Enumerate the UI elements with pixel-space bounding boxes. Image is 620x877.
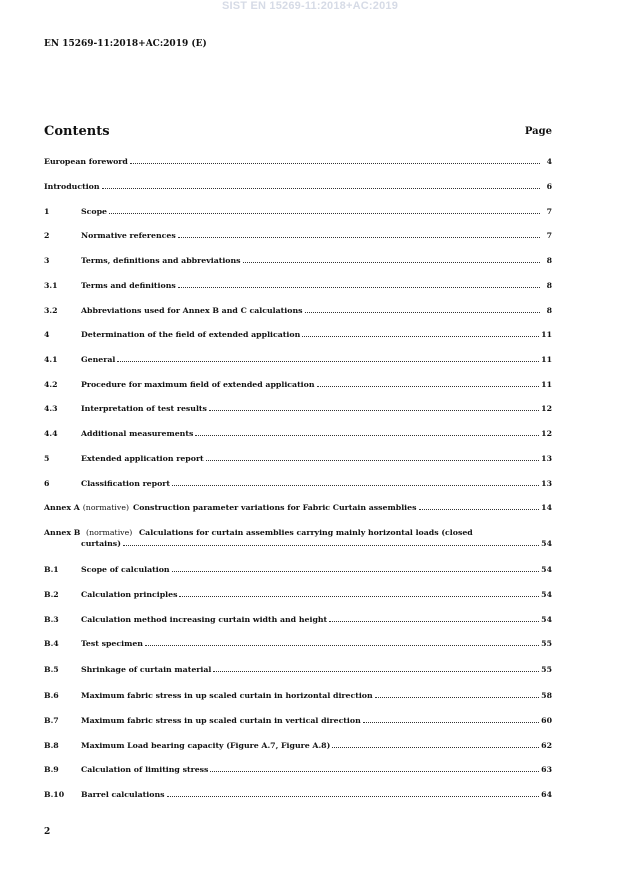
toc-entry-text: Calculation principles (81, 590, 178, 599)
toc-entry-b7[interactable] (44, 716, 552, 725)
toc-entry-text: European foreword (44, 157, 128, 166)
toc-entry-text: Additional measurements (81, 429, 194, 438)
toc-entry-text: Barrel calculations (81, 790, 165, 799)
annex-label: Annex B (44, 528, 81, 537)
leader-dots (123, 545, 539, 546)
annex-qualifier: (normative) (86, 528, 133, 537)
toc-entry-determination[interactable] (44, 330, 552, 339)
annex-qualifier: (normative) (82, 503, 129, 512)
toc-entry-text: Calculations for curtain assemblies carrying mainly horizontal loads (closed (138, 528, 473, 537)
toc-entry-abbreviations[interactable] (44, 306, 552, 315)
leader-dots (305, 312, 541, 313)
toc-entry-classification-report[interactable] (44, 479, 552, 488)
toc-entry-page: 63 (541, 765, 552, 774)
toc-entry-page: 14 (541, 503, 552, 512)
toc-entry-text: Interpretation of test results (81, 404, 207, 413)
leader-dots (167, 796, 540, 797)
toc-entry-page: 4 (546, 157, 552, 166)
toc-entry-number: B.10 (44, 790, 65, 799)
toc-entry-page: 7 (546, 207, 552, 216)
leader-dots (102, 188, 540, 189)
leader-dots (206, 460, 539, 461)
toc-entry-number: 4.2 (44, 380, 58, 389)
toc-entry-b5[interactable] (44, 665, 552, 674)
toc-entry-page: 8 (546, 281, 552, 290)
toc-entry-text: Calculation of limiting stress (81, 765, 209, 774)
toc-entry-page: 54 (541, 539, 552, 548)
toc-entry-page: 54 (541, 590, 552, 599)
page-number: 2 (44, 827, 51, 837)
toc-entry-page: 55 (541, 665, 552, 674)
leader-dots (332, 747, 539, 748)
contents-title: Contents (44, 124, 110, 139)
toc-entry-scope[interactable] (44, 207, 552, 216)
toc-entry-b9[interactable] (44, 765, 552, 774)
toc-entry-text: Introduction (44, 182, 100, 191)
toc-entry-text-continued: curtains) (81, 539, 121, 548)
leader-dots (179, 596, 539, 597)
leader-dots (178, 237, 540, 238)
toc-entry-page: 54 (541, 565, 552, 574)
toc-entry-number: 6 (44, 479, 50, 488)
toc-entry-number: B.5 (44, 665, 59, 674)
toc-entry-number: 4.1 (44, 355, 58, 364)
toc-entry-text: Determination of the field of extended application (81, 330, 301, 339)
toc-entry-b4[interactable] (44, 639, 552, 648)
toc-entry-number: 1 (44, 207, 50, 216)
toc-entry-page: 62 (541, 741, 552, 750)
toc-entry-number: B.4 (44, 639, 59, 648)
leader-dots (145, 645, 539, 646)
toc-entry-page: 6 (546, 182, 552, 191)
toc-entry-text: General (81, 355, 116, 364)
toc-entry-b6[interactable] (44, 691, 552, 700)
leader-dots (213, 671, 539, 672)
toc-entry-number: B.8 (44, 741, 59, 750)
toc-entry-number: 3 (44, 256, 50, 265)
toc-entry-b10[interactable] (44, 790, 552, 799)
toc-entry-number: 4.4 (44, 429, 58, 438)
toc-entry-text: Abbreviations used for Annex B and C calculations (81, 306, 303, 315)
toc-entry-text: Construction parameter variations for Fabric Curtain assemblies (132, 503, 417, 512)
toc-entry-page: 7 (546, 231, 552, 240)
toc-entry-number: B.7 (44, 716, 59, 725)
toc-entry-text: Scope (81, 207, 107, 216)
toc-entry-extended-report[interactable] (44, 454, 552, 463)
toc-entry-page: 64 (541, 790, 552, 799)
annex-label: Annex A (44, 503, 80, 512)
toc-entry-text: Shrinkage of curtain material (81, 665, 212, 674)
toc-entry-text: Procedure for maximum field of extended application (81, 380, 315, 389)
leader-dots (178, 287, 540, 288)
toc-entry-number: 3.2 (44, 306, 58, 315)
toc-entry-number: 2 (44, 231, 50, 240)
toc-entry-normative-references[interactable] (44, 231, 552, 240)
toc-entry-page: 12 (541, 429, 552, 438)
toc-entry-text: Maximum fabric stress in up scaled curtain in horizontal direction (81, 691, 373, 700)
toc-entry-text: Calculation method increasing curtain width and height (81, 615, 328, 624)
leader-dots (375, 697, 539, 698)
toc-entry-b1[interactable] (44, 565, 552, 574)
toc-entry-b2[interactable] (44, 590, 552, 599)
toc-entry-page: 54 (541, 615, 552, 624)
toc-entry-page: 8 (546, 256, 552, 265)
toc-entry-procedure[interactable] (44, 380, 552, 389)
leader-dots (117, 361, 539, 362)
toc-entry-page: 11 (541, 355, 552, 364)
toc-entry-page: 13 (541, 479, 552, 488)
toc-entry-text: Scope of calculation (81, 565, 170, 574)
toc-entry-text: Maximum Load bearing capacity (Figure A.7, Figure A.8) (81, 741, 331, 750)
leader-dots (210, 771, 539, 772)
toc-entry-number: B.6 (44, 691, 59, 700)
toc-entry-number: B.3 (44, 615, 59, 624)
toc-entry-page: 12 (541, 404, 552, 413)
toc-entry-text: Classification report (81, 479, 171, 488)
leader-dots (195, 435, 539, 436)
toc-entry-terms[interactable] (44, 256, 552, 265)
toc-entry-text: Normative references (81, 231, 176, 240)
toc-entry-general[interactable] (44, 355, 552, 364)
leader-dots (109, 213, 540, 214)
leader-dots (243, 262, 540, 263)
toc-entry-page: 8 (546, 306, 552, 315)
leader-dots (209, 410, 539, 411)
toc-entry-annex-b[interactable] (44, 528, 552, 548)
leader-dots (130, 163, 540, 164)
toc-entry-text: Extended application report (81, 454, 204, 463)
toc-entry-introduction[interactable] (44, 182, 552, 191)
toc-entry-page: 11 (541, 330, 552, 339)
watermark: SIST EN 15269-11:2018+AC:2019 (221, 0, 399, 12)
toc-entry-page: 55 (541, 639, 552, 648)
toc-entry-interpretation[interactable] (44, 404, 552, 413)
leader-dots (302, 336, 539, 337)
leader-dots (172, 571, 540, 572)
toc-entry-text: Terms and definitions (81, 281, 176, 290)
toc-entry-text: Test specimen (81, 639, 143, 648)
leader-dots (329, 621, 539, 622)
toc-entry-terms-definitions[interactable] (44, 281, 552, 290)
page-column-heading: Page (524, 126, 552, 137)
toc-entry-number: 5 (44, 454, 50, 463)
toc-entry-number: B.9 (44, 765, 59, 774)
leader-dots (363, 722, 539, 723)
toc-entry-page: 58 (541, 691, 552, 700)
toc-entry-number: B.2 (44, 590, 59, 599)
toc-entry-text: Maximum fabric stress in up scaled curtain in vertical direction (81, 716, 361, 725)
toc-entry-number: 3.1 (44, 281, 58, 290)
toc-entry-european-foreword[interactable] (44, 157, 552, 166)
toc-entry-b8[interactable] (44, 741, 552, 750)
leader-dots (317, 386, 540, 387)
document-id: EN 15269-11:2018+AC:2019 (E) (44, 39, 207, 49)
leader-dots (172, 485, 539, 486)
toc-entry-text: Terms, definitions and abbreviations (81, 256, 241, 265)
toc-entry-page: 13 (541, 454, 552, 463)
toc-entry-page: 11 (541, 380, 552, 389)
toc-entry-page: 60 (541, 716, 552, 725)
toc-entry-annex-a[interactable] (44, 503, 552, 512)
toc-entry-additional-measurements[interactable] (44, 429, 552, 438)
toc-entry-number: 4 (44, 330, 50, 339)
leader-dots (419, 509, 540, 510)
toc-entry-number: 4.3 (44, 404, 58, 413)
toc-entry-b3[interactable] (44, 615, 552, 624)
toc-entry-number: B.1 (44, 565, 59, 574)
